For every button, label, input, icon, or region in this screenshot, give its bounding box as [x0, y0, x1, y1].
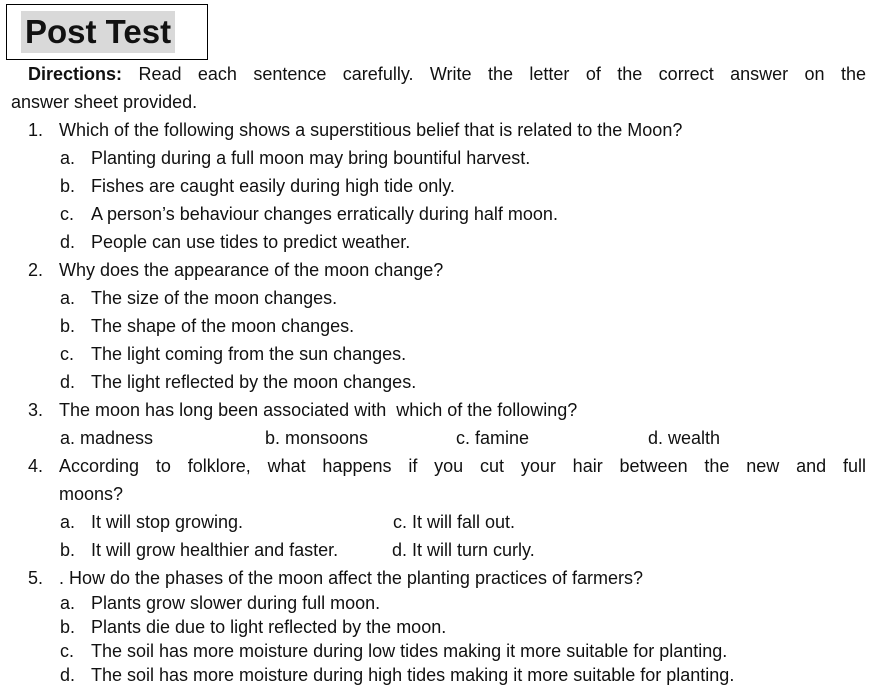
option-letter: a.	[60, 288, 76, 308]
option-text: The light reflected by the moon changes.	[91, 372, 417, 392]
question-text: According to folklore, what happens if you cut your hair between the new and full	[59, 456, 866, 476]
option-text: It will grow healthier and faster.	[91, 540, 339, 560]
option-text: The shape of the moon changes.	[91, 316, 355, 336]
option-text: The light coming from the sun changes.	[91, 344, 407, 364]
option-letter: a.	[60, 512, 76, 532]
option-letter: d.	[60, 232, 76, 252]
option-letter: c.	[60, 344, 75, 364]
option-text: Fishes are caught easily during high tide only.	[91, 176, 455, 196]
option-text: Planting during a full moon may bring bountiful harvest.	[91, 148, 531, 168]
question-number: 4.	[28, 456, 44, 476]
option-letter: b.	[60, 176, 76, 196]
directions-label: Directions:	[28, 64, 123, 84]
option-text: c. famine	[456, 428, 530, 448]
option-text: Plants die due to light reflected by the moon.	[91, 617, 447, 637]
option-text: d. It will turn curly.	[392, 540, 535, 560]
option-text: a. madness	[60, 428, 154, 448]
option-text: It will stop growing.	[91, 512, 244, 532]
question-text: The moon has long been associated with which of the following?	[59, 400, 578, 420]
option-letter: c.	[60, 204, 75, 224]
option-letter: d.	[60, 372, 76, 392]
option-text: Plants grow slower during full moon.	[91, 593, 381, 613]
directions-line-1	[28, 63, 866, 85]
question-number: 3.	[28, 400, 44, 420]
question-number: 5.	[28, 568, 44, 588]
question-text: Which of the following shows a superstitious belief that is related to the Moon?	[59, 120, 683, 140]
question-text-continued: moons?	[59, 484, 124, 504]
page-title: Post Test	[21, 11, 175, 53]
option-text: The soil has more moisture during low tides making it more suitable for planting.	[91, 641, 728, 661]
option-letter: a.	[60, 148, 76, 168]
directions-line-2: answer sheet provided.	[11, 92, 198, 112]
question-text: . How do the phases of the moon affect the planting practices of farmers?	[59, 568, 643, 588]
question-text: Why does the appearance of the moon change?	[59, 260, 444, 280]
option-text: The size of the moon changes.	[91, 288, 338, 308]
option-letter: b.	[60, 316, 76, 336]
option-text: A person’s behaviour changes erratically during half moon.	[91, 204, 558, 224]
option-letter: a.	[60, 593, 76, 613]
title-box	[6, 4, 208, 60]
question-number: 2.	[28, 260, 44, 280]
option-text: The soil has more moisture during high tides making it more suitable for planting.	[91, 665, 735, 685]
directions-text-1: Read each sentence carefully. Write the letter of the correct answer on the	[138, 64, 866, 84]
option-text: d. wealth	[648, 428, 721, 448]
option-text: c. It will fall out.	[393, 512, 516, 532]
option-text: b. monsoons	[265, 428, 369, 448]
option-letter: d.	[60, 665, 76, 685]
option-text: People can use tides to predict weather.	[91, 232, 411, 252]
option-letter: b.	[60, 540, 76, 560]
option-letter: b.	[60, 617, 76, 637]
question-number: 1.	[28, 120, 44, 140]
option-letter: c.	[60, 641, 75, 661]
